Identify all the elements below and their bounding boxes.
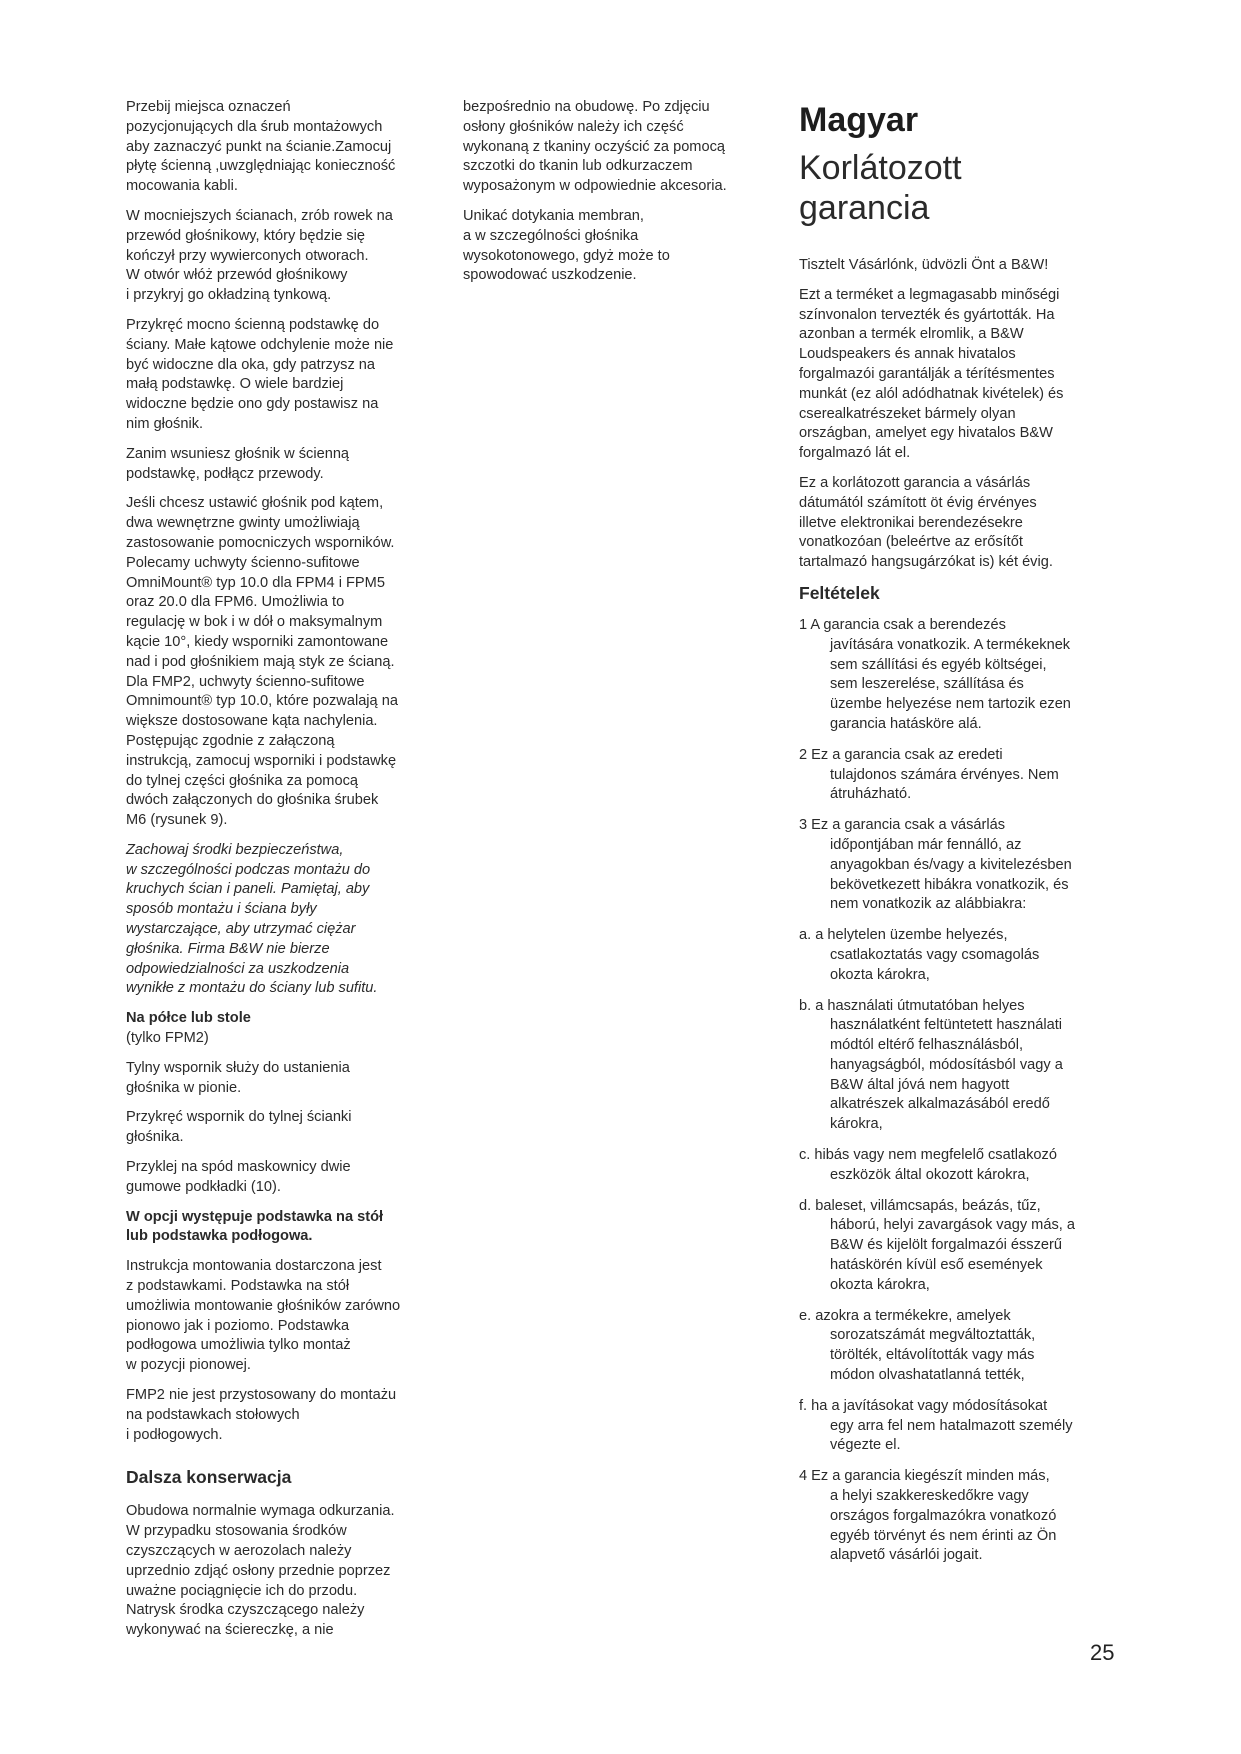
paragraph: bezpośrednio na obudowę. Po zdjęciu osłony głośników należy ich część wykonaną z tkaniny oczyścić za pomocą szczotki do tkanin lub odkurzaczem wyposażonym w odpowiednie akcesoria. (463, 99, 727, 195)
list-item: 3 Ez a garancia csak a vásárlás időpontjában már fennálló, az anyagokban és/vagy a kivitelezésben bekövetkezett hibákra vonatkozik, és nem vonatkozik az alábbiakra: (799, 817, 1072, 913)
paragraph: Unikać dotykania membran, a w szczególności głośnika wysokotonowego, gdyż może to spowodować uszkodzenie. (463, 207, 670, 284)
list-item: f. ha a javításokat vagy módosításokat egy arra fel nem hatalmazott személy végezte el. (799, 1397, 1073, 1454)
section-heading-maintenance: Dalsza konserwacja (126, 1467, 292, 1488)
left-column (126, 98, 448, 1651)
paragraph: (tylko FPM2) (126, 1030, 209, 1047)
subheading-shelf: Na półce lub stole (126, 1010, 251, 1027)
paragraph: Tisztelt Vásárlónk, üdvözli Önt a B&W! (799, 257, 1049, 273)
paragraph: Przebij miejsca oznaczeń pozycjonujących dla śrub montażowych aby zaznaczyć punkt na ścianie.Zamocuj płytę ścienną ,uwzględniając konieczność mocowania kabli. (126, 99, 396, 195)
paragraph: Ez a korlátozott garancia a vásárlás dátumától számított öt évig érvényes illetve elektronikai berendezésekre vonatkozóan (beleértve az erősítőt tartalmazó hangsugárzókat is) két évig. (799, 474, 1053, 571)
language-heading: Magyar (799, 101, 919, 139)
list-item: a. a helytelen üzembe helyezés, csatlakoztatás vagy csomagolás okozta károkra, (799, 927, 1040, 983)
safety-note: Zachowaj środki bezpieczeństwa, w szczególności podczas montażu do kruchych ścian i paneli. Pamiętaj, aby sposób montażu i ściana były wystarczające, aby utrzymać ciężar głośnika. Firma B&W nie bierze odpowiedzialności za uszkodzenia wynikłe z montażu do ściany lub sufitu. (126, 841, 378, 997)
list-item: 1 A garancia csak a berendezés javítására vonatkozik. A termékeknek sem szállítási és egyéb költségei, sem leszerelése, szállítása és üzembe helyezése nem tartozik ezen garancia hatásköre alá. (799, 616, 1071, 732)
paragraph: Zanim wsuniesz głośnik w ścienną podstawkę, podłącz przewody. (126, 445, 350, 482)
section-heading-conditions: Feltételek (799, 582, 880, 603)
paragraph: Obudowa normalnie wymaga odkurzania. W przypadku stosowania środków czyszczących w aerozolach należy uprzednio zdjąć osłony przednie poprzez uważne pociągnięcie ich do przodu. Natrysk środka czyszczącego należy wykonywać na ściereczkę, a nie (126, 1503, 395, 1639)
page-title: Korlátozott garancia (799, 149, 962, 227)
list-item: e. azokra a termékekre, amelyek sorozatszámát megváltoztatták, törölték, eltávolították vagy más módon olvashatatlanná tették, (799, 1307, 1036, 1384)
paragraph: FMP2 nie jest przystosowany do montażu na podstawkach stołowych i podłogowych. (126, 1387, 397, 1443)
list-item: b. a használati útmutatóban helyes használatként feltüntetett használati módtól eltérő felhasználásból, hanyagságból, módosításból vagy a B&W által jóvá nem hagyott alkatrészek alkalmazásából eredő károkra, (799, 997, 1063, 1133)
paragraph: Ezt a terméket a legmagasabb minőségi színvonalon tervezték és gyártották. Ha azonban a termék elromlik, a B&W Loudspeakers és annak hivatalos forgalmazói garantálják a térítésmentes munkát (ez alól adódhatnak kivételek) és cserealkatrészeket bármely olyan országban, amelyet egy hivatalos B&W forgalmazó lát el. (799, 286, 1064, 462)
list-item: 2 Ez a garancia csak az eredeti tulajdonos számára érvényes. Nem átruházható. (799, 746, 1059, 803)
paragraph: Instrukcja montowania dostarczona jest z podstawkami. Podstawka na stół umożliwia montowanie głośników zarówno pionowo jak i poziomo. Podstawka podłogowa umożliwia tylko montaż w pozycji pionowej. (126, 1258, 401, 1374)
middle-column (463, 98, 783, 296)
right-column (799, 100, 1121, 1577)
list-item: 4 Ez a garancia kiegészít minden más, a helyi szakkereskedőkre vagy országos forgalmazókra vonatkozó egyéb törvényt és nem érinti az Ön alapvető vásárlói jogait. (799, 1468, 1057, 1564)
list-item: d. baleset, villámcsapás, beázás, tűz, háború, helyi zavargások vagy más, a B&W és kijelölt forgalmazói ésszerű hatáskörén kívül eső események okozta károkra, (799, 1197, 1075, 1293)
paragraph: W mocniejszych ścianach, zrób rowek na przewód głośnikowy, który będzie się kończył przy wywierconych otworach. W otwór włóż przewód głośnikowy i przykryj go okładziną tynkową. (126, 207, 393, 304)
list-item: c. hibás vagy nem megfelelő csatlakozó eszközök által okozott károkra, (799, 1147, 1057, 1183)
subheading-stand: W opcji występuje podstawka na stół lub podstawka podłogowa. (126, 1208, 384, 1245)
paragraph: Tylny wspornik służy do ustanienia głośnika w pionie. (126, 1059, 350, 1096)
paragraph: Przyklej na spód maskownicy dwie gumowe podkładki (10). (126, 1159, 351, 1195)
paragraph: Przykręć mocno ścienną podstawkę do ściany. Małe kątowe odchylenie może nie być widoczne dla oka, gdy patrzysz na małą podstawkę. O wiele bardziej widoczne będzie ono gdy postawisz na nim głośnik. (126, 316, 394, 432)
paragraph: Przykręć wspornik do tylnej ścianki głośnika. (126, 1109, 352, 1146)
paragraph: Jeśli chcesz ustawić głośnik pod kątem, dwa wewnętrzne gwinty umożliwiają zastosowanie pomocniczych wsporników. Polecamy uchwyty ścienno-sufitowe OmniMount® typ 10.0 dla FPM4 i FPM5 oraz 20.0 dla FPM6. Umożliwia to regulację w bok i w dół o maksymalnym kącie 10°, kiedy wsporniki zamontowane nad i pod głośnikiem mają styk ze ścianą. Dla FMP2, uchwyty ścienno-sufitowe Omnimount® typ 10.0, które pozwalają na większe dostosowane kąta nachylenia. Postępując zgodnie z załączoną instrukcją, zamocuj wsporniki i podstawkę do tylnej części głośnika za pomocą dwóch załączonych do głośnika śrubek M6 (rysunek 9). (126, 495, 398, 829)
page-number: 25 (1090, 1640, 1115, 1665)
